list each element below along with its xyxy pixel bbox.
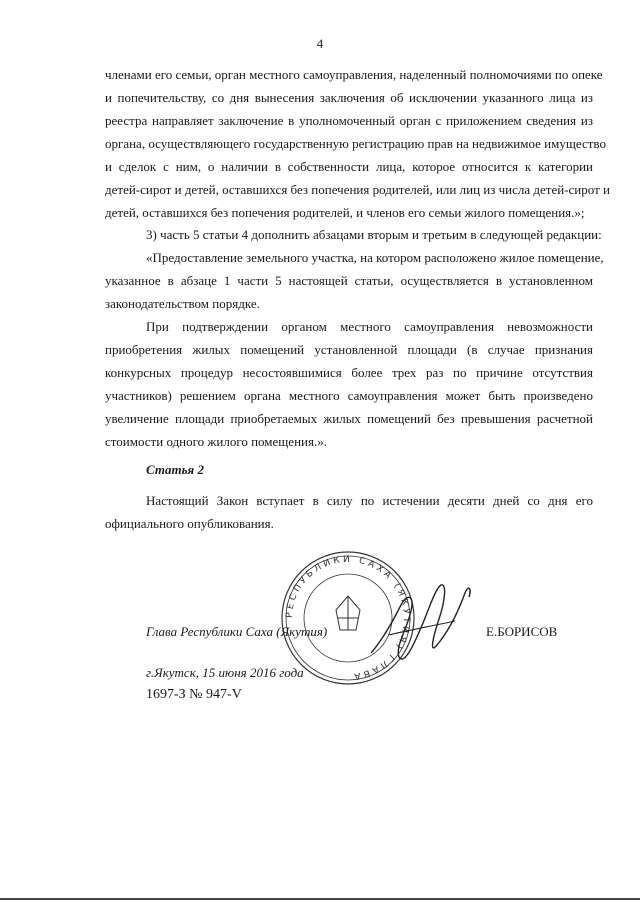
body-line: и сделок с ним, о наличии в собственности лица, которое относится к категории	[105, 159, 593, 174]
place-date: г.Якутск, 15 июня 2016 года	[146, 665, 304, 680]
body-line: Настоящий Закон вступает в силу по истечении десяти дней со дня его	[146, 493, 593, 508]
quoted-line: При подтверждении органом местного самоуправления невозможности	[146, 319, 593, 334]
amendment-clause: 3) часть 5 статьи 4 дополнить абзацами вторым и третьим в следующей редакции:	[146, 227, 602, 242]
body-line: официального опубликования.	[105, 516, 274, 531]
body-line: органа, осуществляющего государственную регистрацию прав на недвижимое имущество	[105, 136, 606, 151]
quoted-line: указанное в абзаце 1 части 5 настоящей статьи, осуществляется в установленном	[105, 273, 593, 288]
quoted-line: законодательством порядке.	[105, 296, 260, 311]
quoted-line: «Предоставление земельного участка, на котором расположено жилое помещение,	[146, 250, 604, 265]
body-line: детей, оставшихся без попечения родителей, и членов его семьи жилого помещения.»;	[105, 205, 585, 220]
quoted-line: участников) решением органа местного самоуправления может быть произведено	[105, 388, 593, 403]
signatory-position: Глава Республики Саха (Якутия)	[146, 624, 328, 639]
quoted-line: увеличение площади приобретаемых жилых помещений без превышения расчетной	[105, 411, 593, 426]
signatory-name: Е.БОРИСОВ	[486, 624, 558, 639]
quoted-line: стоимости одного жилого помещения.».	[105, 434, 327, 449]
body-line: детей-сирот и детей, оставшихся без попечения родителей, или лиц из числа детей-сирот и	[105, 182, 610, 197]
scan-edge-line	[0, 898, 640, 900]
seal-text: РЕСПУБЛИКИ САХА (ЯКУТИЯ) ГЛАВА	[284, 554, 412, 682]
quoted-line: конкурсных процедур несостоявшимися более трех раз по причине отсутствия	[105, 365, 593, 380]
body-line: и попечительству, со дня вынесения заключения об исключении указанного лица из	[105, 90, 593, 105]
law-registration-number: 1697-З № 947-V	[146, 687, 242, 702]
article-heading: Статья 2	[146, 462, 204, 477]
body-line: членами его семьи, орган местного самоуправления, наделенный полномочиями по опеке	[105, 67, 603, 82]
body-line: реестра направляет заключение в уполномоченный орган с приложением сведения из	[105, 113, 593, 128]
page-number: 4	[316, 36, 324, 51]
quoted-line: приобретения жилых помещений установленной площади (в случае признания	[105, 342, 593, 357]
handwritten-signature	[365, 575, 475, 670]
